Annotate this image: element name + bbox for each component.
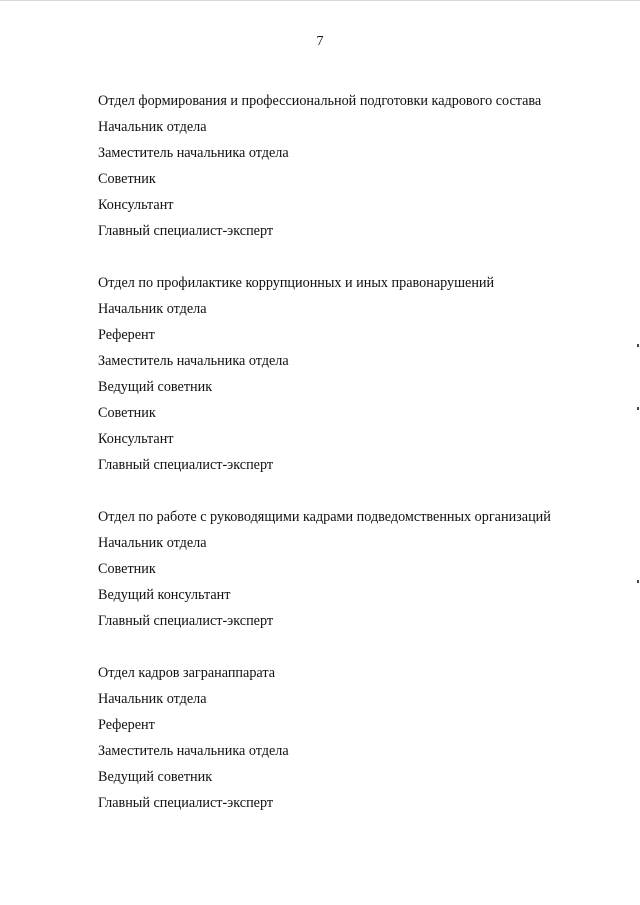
department-title: Отдел формирования и профессиональной подготовки кадрового состава bbox=[98, 93, 542, 109]
position-item: Главный специалист-эксперт bbox=[98, 795, 274, 811]
department-section-training bbox=[98, 88, 608, 244]
position-item: Ведущий советник bbox=[98, 379, 213, 395]
department-section-foreign-staff bbox=[98, 660, 608, 816]
position-item: Начальник отдела bbox=[98, 535, 207, 551]
scan-margin-mark bbox=[637, 344, 639, 347]
position-item: Референт bbox=[98, 717, 155, 733]
position-item: Начальник отдела bbox=[98, 119, 207, 135]
position-item: Консультант bbox=[98, 197, 174, 213]
position-item: Заместитель начальника отдела bbox=[98, 353, 289, 369]
position-item: Заместитель начальника отдела bbox=[98, 145, 289, 161]
scan-margin-mark bbox=[637, 580, 639, 583]
department-title: Отдел по работе с руководящими кадрами подведомственных организаций bbox=[98, 509, 551, 525]
department-section-executive-staff bbox=[98, 504, 608, 634]
position-item: Референт bbox=[98, 327, 155, 343]
position-item: Начальник отдела bbox=[98, 691, 207, 707]
position-item: Главный специалист-эксперт bbox=[98, 613, 274, 629]
department-section-anticorruption bbox=[98, 270, 608, 478]
position-item: Заместитель начальника отдела bbox=[98, 743, 289, 759]
position-item: Главный специалист-эксперт bbox=[98, 457, 274, 473]
position-item: Советник bbox=[98, 405, 156, 421]
position-item: Начальник отдела bbox=[98, 301, 207, 317]
position-item: Советник bbox=[98, 171, 156, 187]
position-item: Ведущий консультант bbox=[98, 587, 231, 603]
page-number: 7 bbox=[316, 34, 324, 49]
scan-top-edge bbox=[0, 0, 640, 1]
department-title: Отдел кадров загранаппарата bbox=[98, 665, 276, 681]
department-title: Отдел по профилактике коррупционных и иных правонарушений bbox=[98, 275, 495, 291]
position-item: Главный специалист-эксперт bbox=[98, 223, 274, 239]
position-item: Ведущий советник bbox=[98, 769, 213, 785]
position-item: Советник bbox=[98, 561, 156, 577]
position-item: Консультант bbox=[98, 431, 174, 447]
scan-margin-mark bbox=[637, 407, 639, 410]
